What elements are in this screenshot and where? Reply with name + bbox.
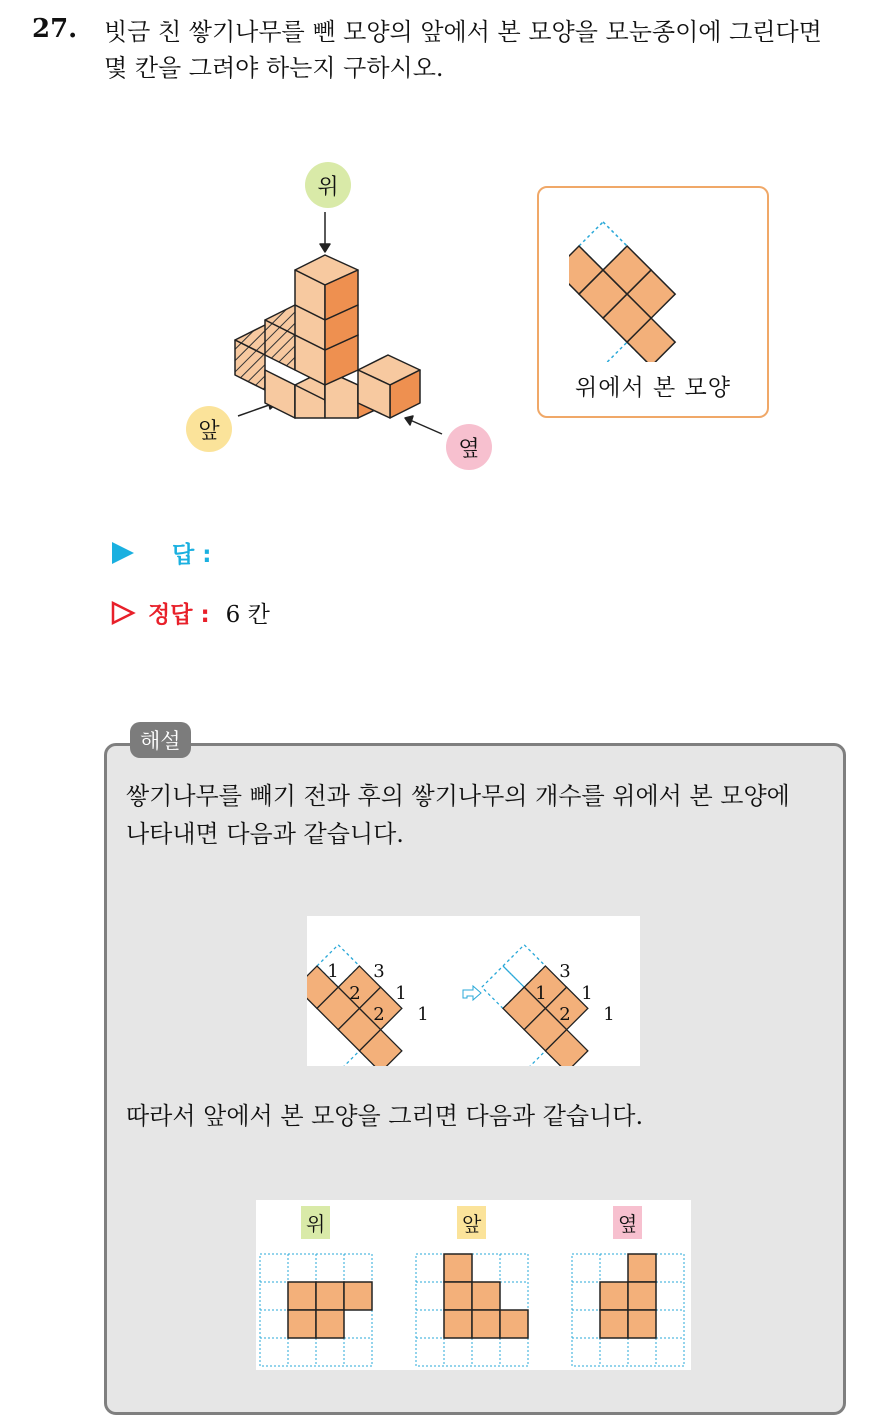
after-count-1: 3: [559, 961, 571, 982]
transition-arrow-icon: [463, 986, 481, 1000]
top-view-box: [537, 186, 769, 418]
before-count-4: 1: [395, 983, 407, 1004]
view-label-side: 옆: [613, 1206, 642, 1239]
before-count-3: 2: [349, 983, 361, 1004]
view-label-front: 앞: [457, 1206, 486, 1239]
correct-answer-label: 정답 :: [148, 602, 210, 628]
count-grids-panel: [307, 916, 640, 1066]
side-view-grid-result: [572, 1254, 684, 1366]
question-line-2: 몇 칸을 그려야 하는지 구하시오.: [104, 54, 444, 82]
question-text: [104, 14, 874, 86]
correct-answer-value: 6 칸: [225, 602, 270, 628]
correct-triangle-icon: [110, 600, 136, 626]
answer-triangle-icon: [110, 540, 136, 566]
before-count-1: 1: [327, 961, 339, 982]
answer-row: [110, 536, 211, 569]
arrow-side-head: [405, 416, 413, 425]
correct-answer-row: [110, 596, 270, 629]
after-count-5: 1: [603, 1004, 615, 1025]
after-count-4: 2: [559, 1004, 571, 1025]
arrow-front: [238, 404, 272, 416]
explanation-line-2: 나타내면 다음과 같습니다.: [126, 820, 404, 848]
answer-label: 답 :: [172, 542, 212, 568]
explanation-tag: 해설: [130, 722, 191, 758]
top-view-caption: 위에서 본 모양: [575, 375, 731, 401]
front-view-grid-result: [416, 1254, 528, 1366]
arrow-top-head: [320, 244, 330, 252]
cube-stack-figure: [180, 200, 500, 460]
before-count-5: 2: [373, 1004, 385, 1025]
explanation-line-1: 쌓기나무를 빼기 전과 후의 쌓기나무의 개수를 위에서 본 모양에: [126, 782, 790, 810]
label-top: 위: [317, 174, 339, 200]
top-view-grid-result: [260, 1254, 372, 1366]
arrow-side: [410, 420, 442, 434]
top-view-grid: [569, 202, 739, 362]
after-count-3: 1: [581, 983, 593, 1004]
three-views-grids: [256, 1250, 691, 1370]
before-count-2: 3: [373, 961, 385, 982]
view-label-top: 위: [301, 1206, 330, 1239]
three-views-panel: [256, 1200, 691, 1370]
question-line-1: 빗금 친 쌓기나무를 뺀 모양의 앞에서 본 모양을 모눈종이에 그린다면: [104, 18, 822, 46]
label-side: 옆: [458, 436, 480, 462]
label-front: 앞: [198, 418, 220, 444]
before-count-6: 1: [417, 1004, 429, 1025]
after-count-2: 1: [535, 983, 547, 1004]
explanation-line-3: 따라서 앞에서 본 모양을 그리면 다음과 같습니다.: [126, 1102, 644, 1130]
count-grids-figure: [307, 916, 640, 1066]
question-number: 27.: [32, 14, 78, 44]
